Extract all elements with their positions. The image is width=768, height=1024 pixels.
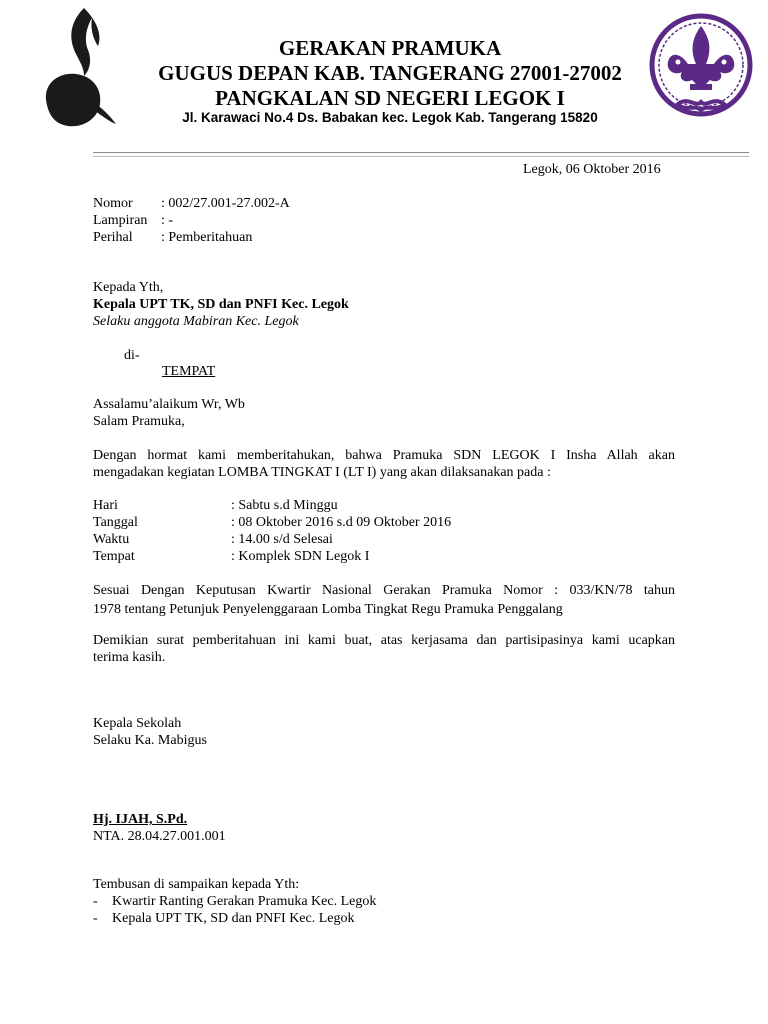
closing-line-1: Demikian surat pemberitahuan ini kami buat, atas kerjasama dan partisipasinya kami ucapkan (93, 633, 675, 648)
detail-value-waktu: : 14.00 s/d Selesai (231, 532, 333, 547)
gugus-depan-title: GUGUS DEPAN KAB. TANGERANG 27001-27002 (158, 61, 622, 85)
meta-value-lampiran: : - (161, 213, 174, 228)
tunas-kelapa-sprout (71, 8, 99, 76)
detail-label-tanggal: Tanggal (93, 515, 138, 530)
greeting-line-1: Assalamu’alaikum Wr, Wb (93, 397, 245, 412)
intro-line-2: mengadakan kegiatan LOMBA TINGKAT I (LT I) yang akan dilaksanakan pada : (93, 465, 551, 480)
recipient-salutation: Kepada Yth, (93, 280, 164, 295)
basis-line-2: 1978 tentang Petunjuk Penyelenggaraan Lomba Tingkat Regu Pramuka Penggalang (93, 602, 563, 617)
pangkalan-title: PANGKALAN SD NEGERI LEGOK I (215, 86, 565, 110)
intro-line-1: Dengan hormat kami memberitahukan, bahwa Pramuka SDN LEGOK I Insha Allah akan (93, 448, 675, 463)
intro-paragraph (93, 447, 675, 481)
recipient-di: di- (124, 348, 140, 363)
detail-label-tempat: Tempat (93, 549, 135, 564)
recipient-tempat: TEMPAT (162, 364, 216, 379)
detail-value-hari: : Sabtu s.d Minggu (231, 498, 338, 513)
detail-label-hari: Hari (93, 498, 118, 513)
basis-paragraph (93, 581, 675, 619)
cc-item-2: Kepala UPT TK, SD dan PNFI Kec. Legok (112, 911, 355, 926)
meta-label-nomor: Nomor (93, 196, 133, 211)
cc-heading: Tembusan di sampaikan kepada Yth: (93, 877, 300, 892)
meta-label-perihal: Perihal (93, 230, 133, 245)
detail-value-tanggal: : 08 Oktober 2016 s.d 09 Oktober 2016 (231, 515, 452, 530)
meta-value-perihal: : Pemberitahuan (161, 230, 253, 245)
signatory-nta: NTA. 28.04.27.001.001 (93, 829, 226, 844)
meta-value-nomor: : 002/27.001-27.002-A (161, 196, 290, 211)
letterhead-divider (93, 152, 749, 157)
recipient-name: Kepala UPT TK, SD dan PNFI Kec. Legok (93, 297, 349, 312)
place-date: Legok, 06 Oktober 2016 (523, 162, 661, 177)
signatory-name: Hj. IJAH, S.Pd. (93, 812, 188, 827)
tunas-kelapa-coconut (46, 74, 100, 126)
basis-line-1: Sesuai Dengan Keputusan Kwartir Nasional Gerakan Pramuka Nomor : 033/KN/78 tahun (93, 583, 675, 598)
cc-bullet-2: - (93, 911, 98, 926)
closing-paragraph (93, 632, 675, 666)
signatory-title-2: Selaku Ka. Mabigus (93, 733, 207, 748)
closing-line-2: terima kasih. (93, 650, 166, 665)
cc-item-1: Kwartir Ranting Gerakan Pramuka Kec. Legok (112, 894, 377, 909)
detail-value-tempat: : Komplek SDN Legok I (231, 549, 370, 564)
greeting-line-2: Salam Pramuka, (93, 414, 185, 429)
signatory-title-1: Kepala Sekolah (93, 716, 182, 731)
letterhead-address: Jl. Karawaci No.4 Ds. Babakan kec. Legok Kab. Tangerang 15820 (182, 110, 598, 125)
org-name: GERAKAN PRAMUKA (278, 36, 502, 60)
cc-bullet-1: - (93, 894, 98, 909)
tunas-kelapa-logo (40, 4, 118, 130)
recipient-role: Selaku anggota Mabiran Kec. Legok (93, 314, 299, 329)
meta-label-lampiran: Lampiran (93, 213, 148, 228)
detail-label-waktu: Waktu (93, 532, 130, 547)
